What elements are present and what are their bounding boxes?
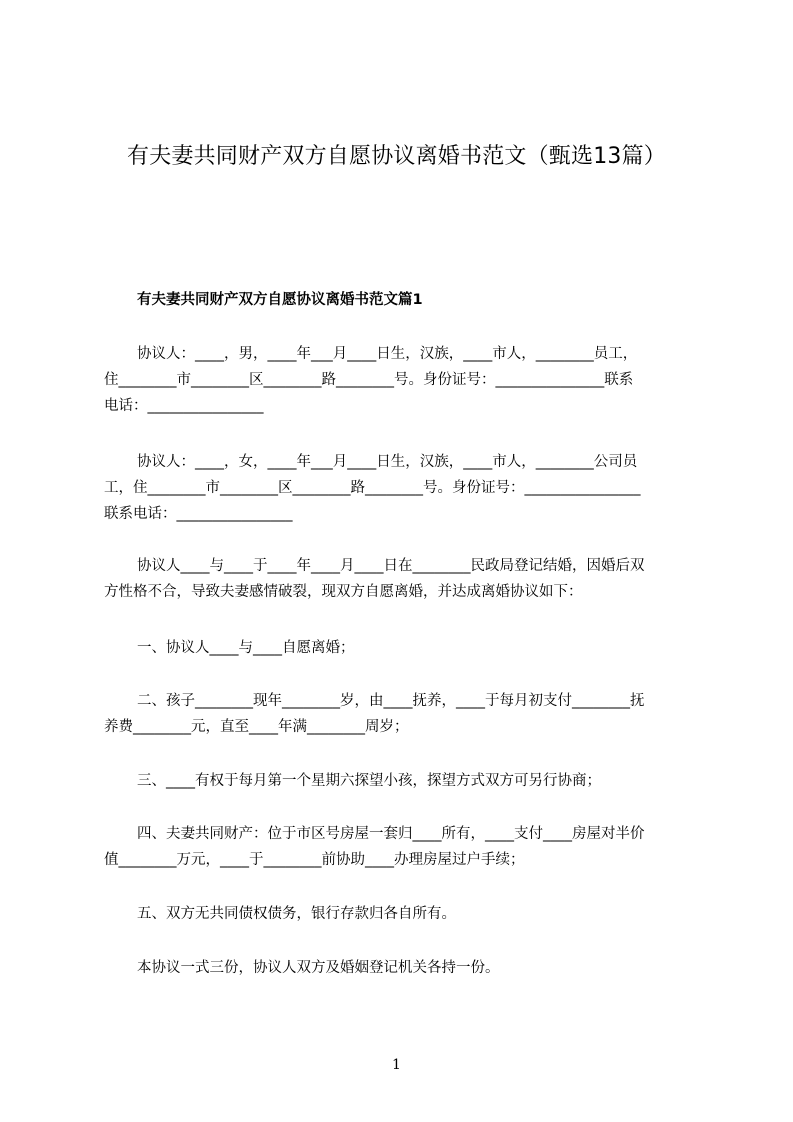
paragraph-line: 工，住________市________区________路________号。身份证号：________________ — [104, 480, 641, 496]
page-number: 1 — [392, 1057, 401, 1073]
clause-2 — [104, 688, 701, 740]
paragraph-line: 联系电话：________________ — [104, 506, 293, 522]
paragraph-line: 四、夫妻共同财产：位于市区号房屋一套归____所有，____支付____房屋对半价 — [137, 826, 645, 842]
clause-5 — [104, 901, 701, 927]
paragraph-marriage-info — [104, 553, 701, 605]
section-heading: 有夫妻共同财产双方自愿协议离婚书范文篇1 — [137, 292, 423, 308]
paragraph-line: 电话：________________ — [104, 398, 264, 414]
closing-paragraph — [104, 955, 701, 981]
clause-1 — [104, 635, 701, 661]
paragraph-line: 住________市________区________路________号。身份证号：_______________联系 — [104, 372, 634, 388]
paragraph-line: 值________万元，____于________前协助____办理房屋过户手续； — [104, 852, 525, 868]
paragraph-line: 一、协议人____与____自愿离婚； — [137, 640, 355, 656]
paragraph-party-male — [104, 341, 701, 419]
clause-4 — [104, 821, 701, 873]
paragraph-line: 协议人：____，女，____年___月____日生，汉族，____市人，________公司员 — [137, 454, 638, 470]
paragraph-line: 二、孩子________现年________岁，由____抚养，____于每月初支付________抚 — [137, 693, 645, 709]
paragraph-party-female — [104, 449, 701, 527]
paragraph-line: 方性格不合，导致夫妻感情破裂，现双方自愿离婚，并达成离婚协议如下： — [104, 584, 583, 600]
document-title: 有夫妻共同财产双方自愿协议离婚书范文（甄选13篇） — [127, 144, 666, 169]
paragraph-line: 五、双方无共同债权债务，银行存款归各自所有。 — [137, 906, 456, 922]
paragraph-line: 协议人：____，男，____年___月____日生，汉族，____市人，________员工， — [137, 346, 638, 362]
clause-3 — [104, 768, 701, 794]
paragraph-line: 本协议一式三份，协议人双方及婚姻登记机关各持一份。 — [137, 960, 500, 976]
paragraph-line: 养费________元，直至____年满________周岁； — [104, 719, 409, 735]
paragraph-line: 协议人____与____于____年____月____日在________民政局登记结婚，因婚后双 — [137, 558, 645, 574]
paragraph-line: 三、____有权于每月第一个星期六探望小孩，探望方式双方可另行协商； — [137, 773, 601, 789]
